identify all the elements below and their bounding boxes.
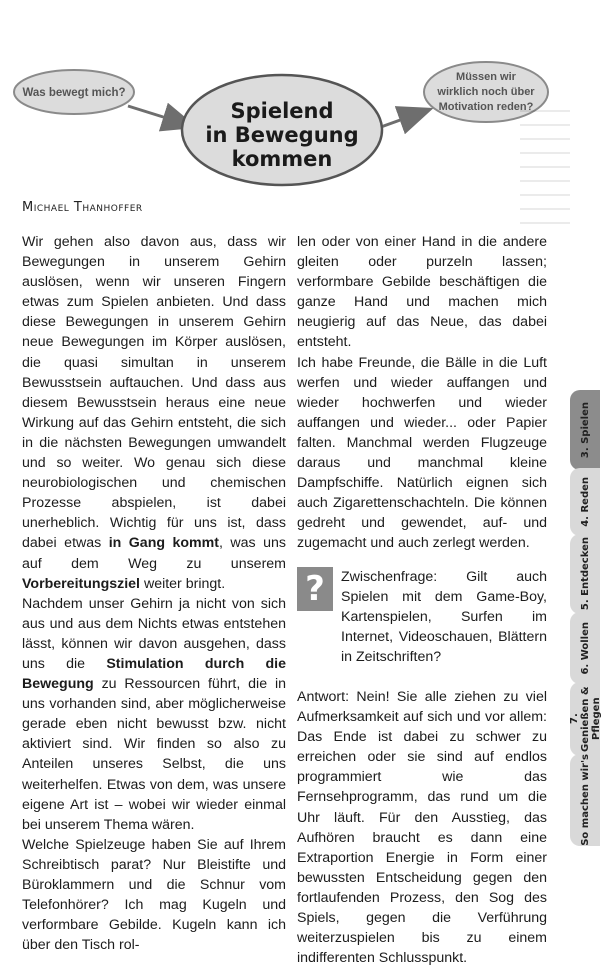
show-through-text [520, 110, 570, 230]
paragraph: Welche Spielzeuge haben Sie auf Ihrem Schreibtisch parat? Nur Bleistifte und Büroklammern und die Schnur vom Telefonhörer? Ich mag Kugeln und verformbare Gebilde. Kugeln kann ich über den Tisch rol- [22, 836, 286, 954]
paragraph: len oder von einer Hand in die andere gleiten oder purzeln lassen; verformbare Gebilde beschäftigen die ganze Hand und machen mich neugierig auf das Neue, das dabei entsteht. [297, 234, 547, 351]
main-title-line-3: kommen [231, 147, 333, 171]
keyword: in Gang kommt [108, 535, 220, 552]
main-title-line-2: in Bewegung [205, 123, 359, 147]
keyword: Vorbereitungsziel [22, 575, 140, 592]
right-bubble-line-2: wirklich noch über [437, 86, 535, 98]
keyword: Stimulation durch die Bewegung [22, 655, 286, 693]
right-bubble-line-3: Motivation reden? [438, 101, 534, 113]
tab-so-machen-wirs[interactable]: So machen wir's [570, 754, 600, 846]
right-column [297, 232, 547, 968]
author-name: Michael Thanhoffer [22, 200, 143, 215]
tab-spielen[interactable]: 3. Spielen [570, 390, 600, 470]
tab-geniessen-pflegen[interactable]: 7. Genießen & Pflegen [570, 682, 600, 756]
left-column [22, 232, 286, 955]
question-text: Zwischenfrage: Gilt auch Spielen mit dem Game-Boy, Kartenspielen, Surfen im Internet, Videoschauen, Blättern in Zeitschriften? [341, 568, 547, 665]
tab-wollen[interactable]: 6. Wollen [570, 612, 600, 684]
paragraph: Wir gehen also davon aus, dass wir Bewegungen in unserem Gehirn auslösen, wenn wir unseren Fingern etwas zum Spielen anbieten. Und dass diese Bewegungen in unserem Gehirn neue Bewegungen im Körper auslösen, die quasi simultan in unserem Bewusstsein auftauchen. Und dass aus diesem Bewusstsein heraus eine neue Wirkung auf das Gehirn entsteht, die sich in die nächsten Bewegungen umwandelt und so weiter. Wo genau sich diese neurobiologischen und chemischen Prozesse abspielen, ist dabei unerheblich. Wichtig für uns ist, dass dabei etwas in Gang kommt, was uns auf dem Weg zu unserem Vorbereitungsziel weiter bringt. [22, 234, 286, 592]
question-block [297, 567, 547, 667]
answer-text: Antwort: Nein! Sie alle ziehen zu viel Aufmerksamkeit auf sich und vor allem: Das Ende ist dabei zu schwer zu erreichen oder sie sind auf endlos programmiert wie das Fernsehprogramm, das rund um die Uhr läuft. Für den Ausstieg, das Aufhören braucht es dann eine Extraportion Energie in Form einer bewussten Entscheidung gegen den fortlaufenden Prozess, den Sog des Spiels, gegen die Verführung weiterzuspielen bis zu einem indifferenten Schlusspunkt. [297, 688, 547, 967]
tab-entdecken[interactable]: 5. Entdecken [570, 534, 600, 614]
paragraph: Ich habe Freunde, die Bälle in die Luft werfen und wieder auffangen und wieder hochwerfen und wieder auffangen und wieder... oder Papier falten. Manchmal werden Flugzeuge daraus und manchmal kleine Dampfschiffe. Natürlich eignen sich auch Zigarettenschachteln. Die können gedreht und gewendet, auf- und zugemacht und auch zerlegt werden. [297, 354, 547, 552]
right-bubble-line-1: Müssen wir [456, 71, 516, 83]
tab-reden[interactable]: 4. Reden [570, 468, 600, 536]
left-bubble-text: Was bewegt mich? [22, 87, 126, 99]
arrow-right [378, 110, 428, 128]
chapter-tabs [570, 390, 600, 846]
header-diagram [0, 0, 600, 190]
main-title-line-1: Spielend [230, 99, 334, 123]
question-mark-icon: ? [297, 567, 333, 611]
paragraph: Nachdem unser Gehirn ja nicht von sich aus und aus dem Nichts etwas entstehen lässt, können wir davon ausgehen, dass uns die Stimulation durch die Bewegung zu Ressourcen führt, die in uns vorhanden sind, aber möglicherweise gerade eben nicht bewusst bzw. nicht aktiviert sind. Wir finden so also zu Anteilen unseres Selbst, die uns weiterhelfen. Etwas von dem, was unsere eigene Art ist – wobei wir wieder einmal bei unserem Thema wären. [22, 595, 286, 833]
